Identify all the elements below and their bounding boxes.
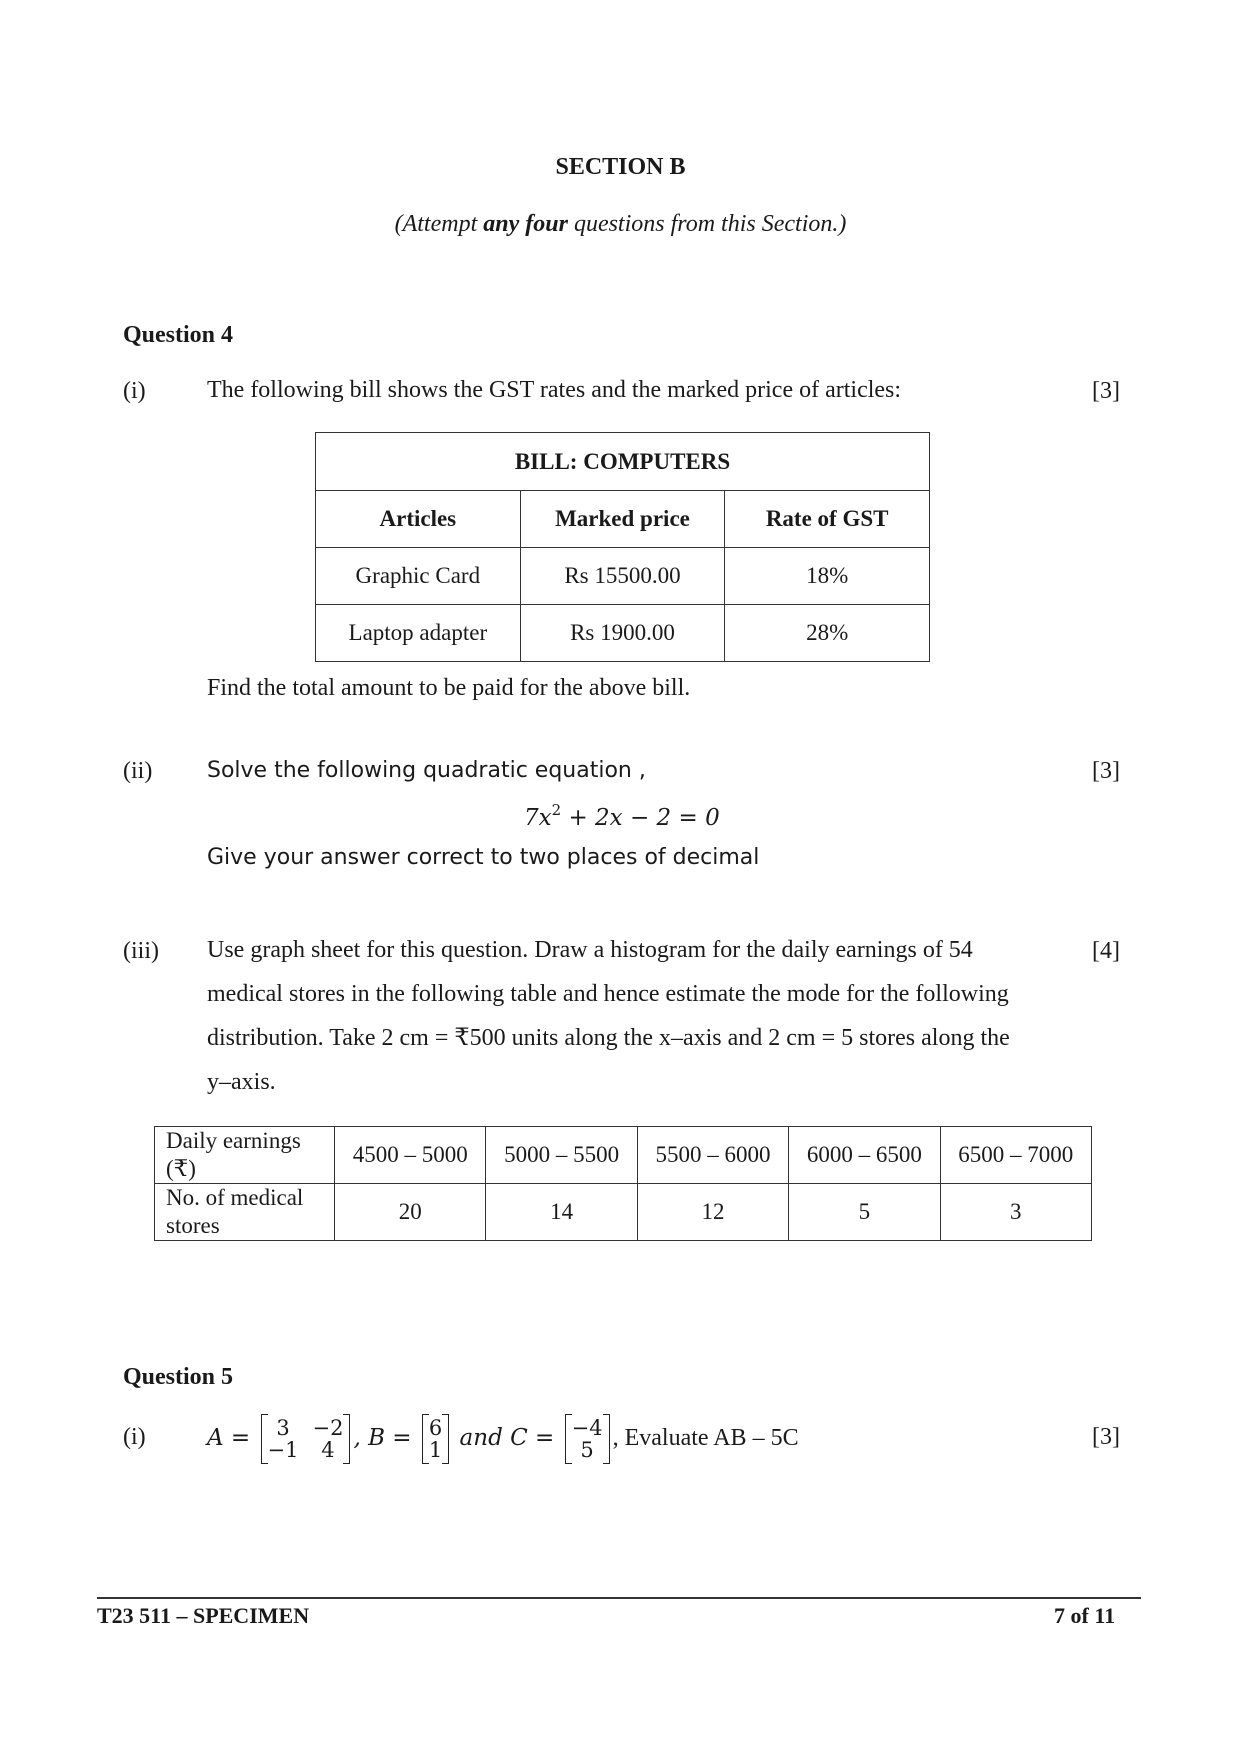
matrix-a: 3 −2 −1 4 [261,1414,351,1464]
class-interval: 6500 – 7000 [940,1127,1091,1184]
q4-iii-line: medical stores in the following table and hence estimate the mode for the following [207,981,1009,1007]
earnings-table [154,1126,1092,1241]
bill-cell: Rs 15500.00 [520,548,725,605]
q4-i-after: Find the total amount to be paid for the above bill. [207,675,691,701]
quadratic-equation: $7x^2 + 2x - 2 = 0$ [524,801,720,831]
earnings-row-label: Daily earnings (₹) [155,1127,335,1184]
class-interval: 6000 – 6500 [789,1127,940,1184]
q4-i-text: The following bill shows the GST rates and the marked price of articles: [207,377,902,403]
class-interval: 4500 – 5000 [335,1127,486,1184]
matrix-c: −4 5 [565,1414,610,1464]
frequency: 3 [940,1184,1091,1241]
question-4-heading: Question 4 [123,322,234,348]
q4-i-marks: [3] [1092,378,1120,404]
q4-ii-number: (ii) [123,758,153,784]
q4-iii-line: distribution. Take 2 cm = ₹500 units along the x–axis and 2 cm = 5 stores along the [207,1025,1010,1051]
frequency: 14 [486,1184,637,1241]
frequency: 5 [789,1184,940,1241]
footer-rule [97,1597,1141,1599]
bill-cell: Graphic Card [316,548,521,605]
bill-row [316,605,930,662]
bill-header-price: Marked price [520,491,725,548]
section-title: SECTION B [555,154,686,180]
bill-cell: Laptop adapter [316,605,521,662]
bill-table [315,432,930,662]
bill-cell: Rs 1900.00 [520,605,725,662]
frequency: 20 [335,1184,486,1241]
matrix-b: 6 1 [422,1414,449,1464]
bill-cell: 28% [725,605,930,662]
q5-i-marks: [3] [1092,1424,1120,1450]
section-instruction: (Attempt any four questions from this Section.) [394,211,847,237]
page-number: 7 of 11 [1054,1603,1116,1628]
question-5-heading: Question 5 [123,1364,234,1390]
q4-i-number: (i) [123,378,146,404]
q4-iii-number: (iii) [123,938,159,964]
frequency: 12 [637,1184,788,1241]
footer-code: T23 511 – SPECIMEN [97,1603,310,1628]
q4-ii-after: Give your answer correct to two places of decimal [207,845,760,870]
class-interval: 5500 – 6000 [637,1127,788,1184]
matrix-expression: A = 3 −2 −1 4 , B = 6 1 and C = −4 5 , Evaluate AB – 5C [207,1416,799,1462]
q4-iii-marks: [4] [1092,938,1120,964]
bill-cell: 18% [725,548,930,605]
stores-row [155,1184,1092,1241]
q4-iii-line: Use graph sheet for this question. Draw a histogram for the daily earnings of 54 [207,937,973,963]
q4-ii-marks: [3] [1092,758,1120,784]
q5-i-number: (i) [123,1424,146,1450]
bill-header-gst: Rate of GST [725,491,930,548]
q4-iii-line: y–axis. [207,1069,276,1095]
class-interval: 5000 – 5500 [486,1127,637,1184]
q4-ii-text: Solve the following quadratic equation , [207,758,646,783]
stores-row-label: No. of medical stores [155,1184,335,1241]
earnings-row [155,1127,1092,1184]
bill-row [316,548,930,605]
bill-header-articles: Articles [316,491,521,548]
bill-title: BILL: COMPUTERS [316,433,930,491]
q4-iii-text [207,928,1057,1104]
